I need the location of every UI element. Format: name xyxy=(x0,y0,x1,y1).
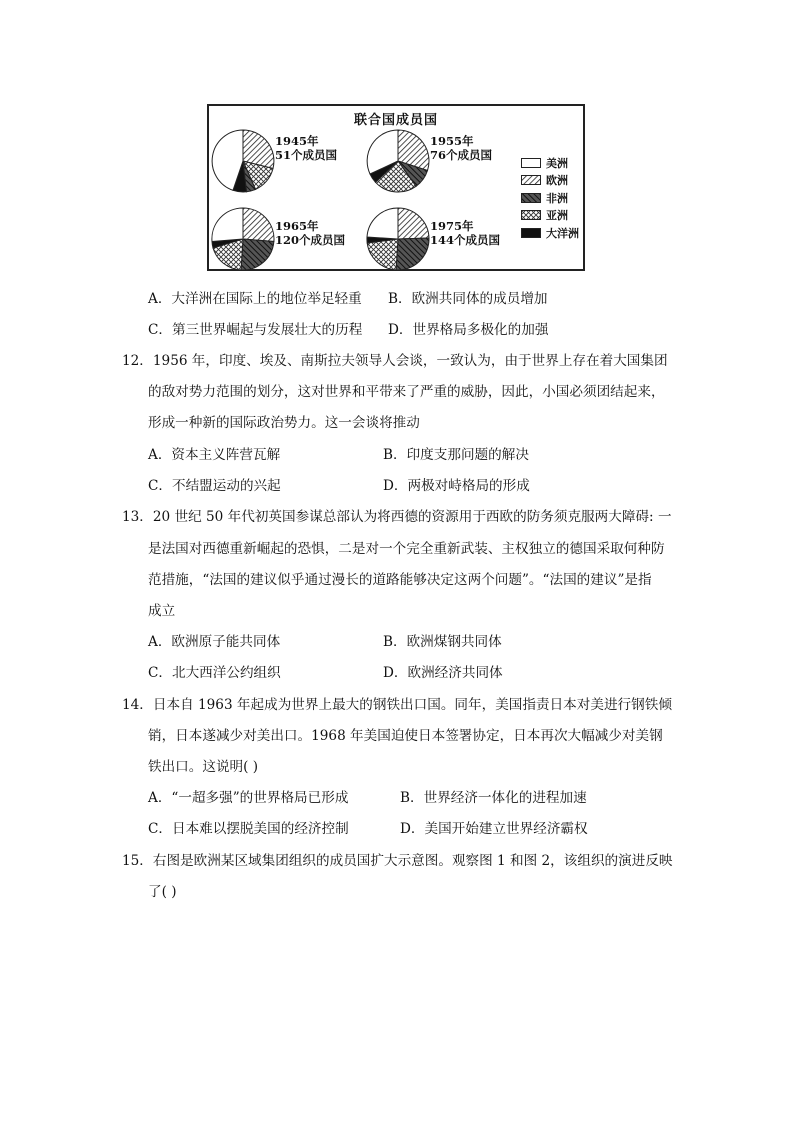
q13-stem-line-2: 是法国对西德重新崛起的恐惧，二是对一个完全重新武装、主权独立的德国采取何种防 xyxy=(148,541,665,557)
legend-africa: 非洲 xyxy=(546,191,568,205)
q12-option-c: C．不结盟运动的兴起 xyxy=(148,478,281,494)
q12-option-d: D．两极对峙格局的形成 xyxy=(383,478,530,494)
q13-option-c: C．北大西洋公约组织 xyxy=(148,665,281,681)
legend-europe: 欧洲 xyxy=(546,174,568,188)
figure-title: 联合国成员国 xyxy=(353,113,438,128)
pie-year-1975: 1975年 xyxy=(430,219,474,233)
pie-1975 xyxy=(366,207,430,271)
q13-stem-line-4: 成立 xyxy=(148,603,176,619)
q11-option-d: D．世界格局多极化的加强 xyxy=(388,322,549,338)
pie-year-1955: 1955年 xyxy=(430,134,474,148)
q13-stem-line-3: 范措施，“法国的建议似乎通过漫长的道路能够决定这两个问题”。“法国的建议”是指 xyxy=(148,572,652,588)
legend-asia: 亚洲 xyxy=(546,209,568,223)
un-members-figure xyxy=(207,104,585,271)
q14-option-c: C．日本难以摆脱美国的经济控制 xyxy=(148,821,349,837)
legend-americas: 美洲 xyxy=(546,156,568,170)
figure-legend xyxy=(521,154,579,242)
pie-1955 xyxy=(366,129,430,193)
pie-1945 xyxy=(211,129,275,193)
q13-option-b: B．欧洲煤钢共同体 xyxy=(383,634,502,650)
q12-option-a: A．资本主义阵营瓦解 xyxy=(148,447,281,463)
q14-option-d: D．美国开始建立世界经济霸权 xyxy=(400,821,588,837)
pie-count-1975: 144个成员国 xyxy=(430,233,501,247)
q15-stem-line-2: 了( ) xyxy=(148,884,177,900)
q13-option-d: D．欧洲经济共同体 xyxy=(383,665,503,681)
q11-option-a: A．大洋洲在国际上的地位举足轻重 xyxy=(148,291,362,307)
q11-option-b: B．欧洲共同体的成员增加 xyxy=(388,291,548,307)
q12-stem-line-3: 形成一种新的国际政治势力。这一会谈将推动 xyxy=(148,415,420,431)
pie-count-1965: 120个成员国 xyxy=(275,233,346,247)
q12-option-b: B．印度支那问题的解决 xyxy=(383,447,529,463)
q13-stem-line-1: 13．20 世纪 50 年代初英国参谋总部认为将西德的资源用于西欧的防务须克服两大障碍: 一 xyxy=(122,509,672,525)
pie-year-1965: 1965年 xyxy=(275,219,319,233)
q12-stem-line-1: 12．1956 年，印度、埃及、南斯拉夫领导人会谈，一致认为，由于世界上存在着大国集团 xyxy=(122,353,668,369)
q12-stem-line-2: 的敌对势力范围的划分，这对世界和平带来了严重的威胁，因此，小国必须团结起来， xyxy=(148,384,665,400)
pie-1965 xyxy=(211,207,275,271)
q15-stem-line-1: 15．右图是欧洲某区域集团组织的成员国扩大示意图。观察图 1 和图 2，该组织的演进反映 xyxy=(122,853,673,869)
legend-oceania: 大洋洲 xyxy=(546,226,579,240)
pie-count-1945: 51个成员国 xyxy=(275,148,338,162)
q14-option-b: B．世界经济一体化的进程加速 xyxy=(400,790,587,806)
pie-year-1945: 1945年 xyxy=(275,134,319,148)
q14-option-a: A．“一超多强”的世界格局已形成 xyxy=(148,790,349,806)
q14-stem-line-2: 销，日本遂减少对美出口。1968 年美国迫使日本签署协定，日本再次大幅减少对美钢 xyxy=(148,728,663,744)
q14-stem-line-3: 铁出口。这说明( ) xyxy=(148,759,259,775)
q14-stem-line-1: 14．日本自 1963 年起成为世界上最大的钢铁出口国。同年，美国指责日本对美进行钢铁倾 xyxy=(122,697,672,713)
pie-count-1955: 76个成员国 xyxy=(430,148,493,162)
q13-option-a: A．欧洲原子能共同体 xyxy=(148,634,281,650)
q11-option-c: C．第三世界崛起与发展壮大的历程 xyxy=(148,322,363,338)
